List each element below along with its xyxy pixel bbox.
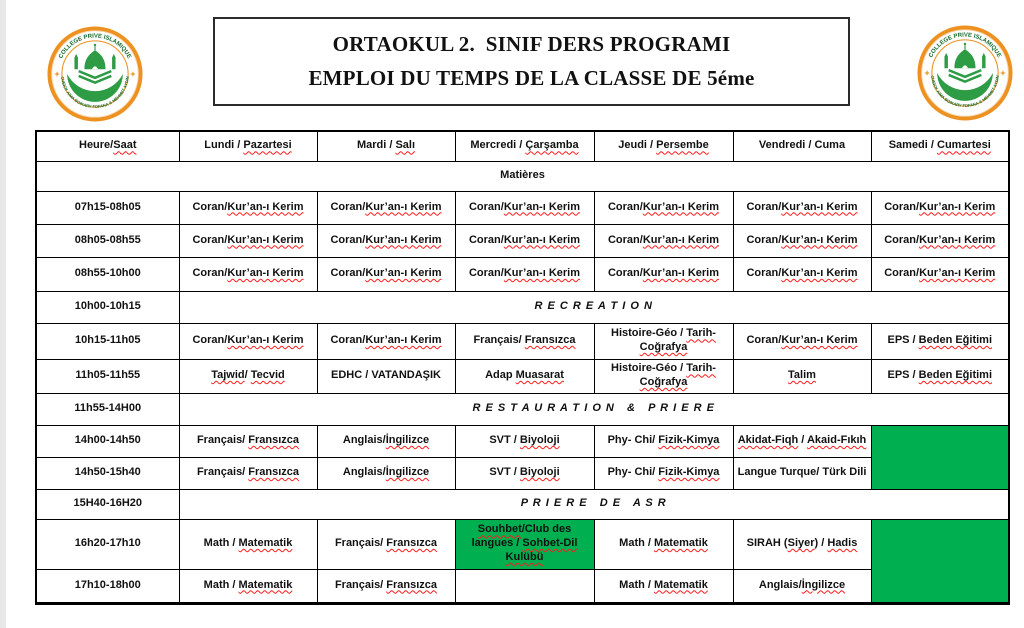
subject-cell: Coran/Kur’an-ı Kerim	[733, 224, 871, 257]
timetable-row	[36, 224, 1009, 257]
subject-cell: Math / Matematik	[594, 519, 733, 569]
misspelled-word: Matematik	[654, 578, 708, 591]
timetable-row	[36, 519, 1009, 569]
misspelled-word: Sohbet-Dil	[522, 537, 578, 550]
misspelled-word: Kur’an-ı Kerim	[503, 233, 581, 246]
subject-cell: Akidat-Fiqh / Akaid-Fıkıh	[733, 425, 871, 457]
misspelled-word: Fransızca	[386, 578, 438, 591]
timetable-row	[36, 489, 1009, 519]
subject-cell: Coran/Kur’an-ı Kerim	[455, 191, 594, 224]
subject-cell: SIRAH (Siyer) / Hadis	[733, 519, 871, 569]
misspelled-word: Kur’an-ı Kerim	[919, 233, 996, 246]
misspelled-word: Muasarat	[515, 369, 564, 382]
misspelled-word: Kur’an-ı Kerim	[919, 200, 996, 213]
misspelled-word: Kulübü	[505, 550, 544, 563]
misspelled-word: Akaid-Fıkıh	[806, 434, 867, 447]
day-header-0: Lundi / Pazartesi	[179, 131, 317, 161]
time-cell: 07h15-08h05	[36, 191, 179, 224]
title-line-turkish: ORTAOKUL 2. SINIF DERS PROGRAMI	[332, 32, 731, 56]
misspelled-word: Kur’an-ı Kerim	[227, 200, 304, 213]
subject-cell: Français/ Fransızca	[179, 457, 317, 489]
subject-cell: Coran/Kur’an-ı Kerim	[594, 191, 733, 224]
time-cell: 10h00-10h15	[36, 291, 179, 323]
school-badge-icon	[917, 25, 1013, 121]
school-logo-right	[917, 25, 1013, 121]
subject-cell: Français/ Fransızca	[179, 425, 317, 457]
misspelled-word: Kur’an-ı Kerim	[642, 267, 720, 280]
subject-cell: Anglais/İngilizce	[317, 457, 455, 489]
heure-column-header: Heure/Saat	[36, 131, 179, 161]
misspelled-word: İngilizce	[801, 578, 846, 591]
misspelled-word: Hadis	[827, 537, 858, 550]
svg-text:COLLEGE PRIVE ISLAMIQUE: COLLEGE PRIVE ISLAMIQUE	[928, 32, 1002, 59]
matieres-label: Matières	[36, 161, 1009, 191]
misspelled-word: Kur’an-ı Kerim	[365, 267, 442, 280]
day-header-2: Mercredi / Çarşamba	[455, 131, 594, 161]
highlight-cell: Souhbet/Club des langues / Sohbet-Dil Kulübü	[455, 519, 594, 569]
misspelled-word: Çarşamba	[525, 139, 579, 152]
misspelled-word: Siyer	[787, 537, 815, 550]
timetable	[35, 130, 1010, 605]
time-cell: 17h10-18h00	[36, 569, 179, 603]
misspelled-word: Akidat-Fiqh	[737, 434, 799, 447]
misspelled-word: Cumartesi	[937, 139, 991, 152]
subject-cell: Tajwid/ Tecvid	[179, 359, 317, 393]
misspelled-word: Kur’an-ı Kerim	[781, 200, 858, 213]
highlight-cell	[871, 519, 1009, 603]
subject-cell: Phy- Chi/ Fizik-Kimya	[594, 425, 733, 457]
day-header-4: Vendredi / Cuma	[733, 131, 871, 161]
misspelled-word: Souhbet	[477, 523, 522, 536]
time-cell: 10h15-11h05	[36, 323, 179, 359]
timetable-row	[36, 425, 1009, 457]
misspelled-word: Kur’an-ı Kerim	[365, 334, 442, 347]
time-cell: 14h50-15h40	[36, 457, 179, 489]
subject-cell: SVT / Biyoloji	[455, 425, 594, 457]
misspelled-word: Salı	[395, 139, 416, 152]
misspelled-word: Kur’an-ı Kerim	[227, 233, 304, 246]
timetable-row	[36, 393, 1009, 425]
misspelled-word: Saat	[113, 139, 137, 152]
time-cell: 16h20-17h10	[36, 519, 179, 569]
subject-cell: Coran/Kur’an-ı Kerim	[317, 191, 455, 224]
title-box	[213, 17, 850, 106]
misspelled-word: Talim	[788, 369, 816, 382]
subject-cell: Coran/Kur’an-ı Kerim	[594, 224, 733, 257]
svg-text:CHEICK AIMA BOIKARY FOFANA & M: CHEICK AIMA BOIKARY FOFANA & MEHMET AYDIN	[929, 75, 1001, 109]
misspelled-word: Fizik-Kimya	[658, 434, 720, 447]
misspelled-word: Kur’an-ı Kerim	[781, 334, 858, 347]
misspelled-word: Biyoloji	[519, 434, 560, 447]
subject-cell: EDHC / VATANDAŞIK	[317, 359, 455, 393]
subject-cell: Coran/Kur’an-ı Kerim	[317, 323, 455, 359]
misspelled-word: Matematik	[238, 537, 293, 550]
misspelled-word: Tecvid	[250, 369, 285, 382]
timetable-row	[36, 291, 1009, 323]
time-cell: 11h55-14H00	[36, 393, 179, 425]
misspelled-word: Kur’an-ı Kerim	[919, 267, 996, 280]
misspelled-word: Kur’an-ı Kerim	[642, 200, 720, 213]
subject-cell: Coran/Kur’an-ı Kerim	[733, 191, 871, 224]
subject-cell: Coran/Kur’an-ı Kerim	[317, 224, 455, 257]
timetable-row	[36, 257, 1009, 291]
misspelled-word: Fizik-Kimya	[658, 466, 720, 479]
misspelled-word: Tajwid	[211, 369, 245, 382]
subject-cell: Langue Turque/ Türk Dili	[733, 457, 871, 489]
page-edge-strip	[0, 0, 6, 628]
misspelled-word: Kur’an-ı Kerim	[503, 200, 581, 213]
misspelled-word: Tarih-Coğrafya	[639, 327, 716, 353]
time-cell: 15H40-16H20	[36, 489, 179, 519]
misspelled-word: Fransızca	[248, 434, 300, 447]
subject-cell: Coran/Kur’an-ı Kerim	[317, 257, 455, 291]
subject-cell: Math / Matematik	[179, 519, 317, 569]
day-header-5: Samedi / Cumartesi	[871, 131, 1009, 161]
misspelled-word: Kur’an-ı Kerim	[365, 233, 442, 246]
break-banner-cell: P R I E R E D E A S R	[179, 489, 1009, 519]
timetable-row	[36, 457, 1009, 489]
misspelled-word: Matematik	[654, 537, 708, 550]
subject-cell: Histoire-Géo / Tarih-Coğrafya	[594, 323, 733, 359]
misspelled-word: Kur’an-ı Kerim	[365, 200, 442, 213]
timetable-row	[36, 359, 1009, 393]
misspelled-word: İngilizce	[385, 434, 430, 447]
svg-text:CHEICK AIMA BOIKARY FOFANA & M: CHEICK AIMA BOIKARY FOFANA & MEHMET AYDIN	[59, 76, 131, 110]
time-cell: 11h05-11h55	[36, 359, 179, 393]
title-line-french: EMPLOI DU TEMPS DE LA CLASSE DE 5éme	[308, 66, 755, 90]
subject-cell: Anglais/İngilizce	[317, 425, 455, 457]
subject-cell: Coran/Kur’an-ı Kerim	[733, 257, 871, 291]
subject-cell: Coran/Kur’an-ı Kerim	[179, 224, 317, 257]
highlight-cell	[871, 425, 1009, 489]
day-header-1: Mardi / Salı	[317, 131, 455, 161]
time-cell: 08h55-10h00	[36, 257, 179, 291]
school-badge-icon	[47, 26, 143, 122]
misspelled-word: Kur’an-ı Kerim	[227, 334, 304, 347]
subject-cell: Coran/Kur’an-ı Kerim	[871, 257, 1009, 291]
subject-cell: Coran/Kur’an-ı Kerim	[733, 323, 871, 359]
subject-cell: Français/ Fransızca	[317, 519, 455, 569]
school-logo-left	[47, 26, 143, 122]
subject-cell: EPS / Beden Eğitimi	[871, 359, 1009, 393]
header-row	[36, 131, 1009, 161]
subject-cell: Math / Matematik	[594, 569, 733, 603]
misspelled-word: Fransızca	[524, 334, 576, 347]
subject-cell: Français/ Fransızca	[317, 569, 455, 603]
subject-cell: Coran/Kur’an-ı Kerim	[455, 257, 594, 291]
section-row	[36, 161, 1009, 191]
misspelled-word: İngilizce	[385, 466, 430, 479]
misspelled-word: Pazartesi	[243, 139, 292, 152]
break-banner-cell: R E C R E A T I O N	[179, 291, 1009, 323]
misspelled-word: Matematik	[238, 578, 293, 591]
day-header-3: Jeudi / Persembe	[594, 131, 733, 161]
subject-cell: Coran/Kur’an-ı Kerim	[179, 257, 317, 291]
subject-cell: Adap Muasarat	[455, 359, 594, 393]
misspelled-word: Kur’an-ı Kerim	[781, 267, 858, 280]
subject-cell: EPS / Beden Eğitimi	[871, 323, 1009, 359]
timetable-row	[36, 569, 1009, 603]
subject-cell: Math / Matematik	[179, 569, 317, 603]
subject-cell	[455, 569, 594, 603]
break-banner-cell: R E S T A U R A T I O N & P R I E R E	[179, 393, 1009, 425]
subject-cell: Coran/Kur’an-ı Kerim	[871, 224, 1009, 257]
subject-cell: Phy- Chi/ Fizik-Kimya	[594, 457, 733, 489]
subject-cell: Français/ Fransızca	[455, 323, 594, 359]
misspelled-word: Biyoloji	[519, 466, 560, 479]
time-cell: 08h05-08h55	[36, 224, 179, 257]
subject-cell: Coran/Kur’an-ı Kerim	[455, 224, 594, 257]
timetable-row	[36, 191, 1009, 224]
subject-cell: SVT / Biyoloji	[455, 457, 594, 489]
subject-cell: Histoire-Géo / Tarih-Coğrafya	[594, 359, 733, 393]
subject-cell: Coran/Kur’an-ı Kerim	[179, 191, 317, 224]
misspelled-word: Kur’an-ı Kerim	[227, 267, 304, 280]
misspelled-word: Fransızca	[386, 537, 438, 550]
misspelled-word: Kur’an-ı Kerim	[781, 233, 858, 246]
time-cell: 14h00-14h50	[36, 425, 179, 457]
subject-cell: Coran/Kur’an-ı Kerim	[179, 323, 317, 359]
misspelled-word: Fransızca	[248, 466, 300, 479]
misspelled-word: Kur’an-ı Kerim	[642, 233, 720, 246]
misspelled-word: Kur’an-ı Kerim	[503, 267, 581, 280]
misspelled-word: Beden Eğitimi	[918, 369, 993, 382]
misspelled-word: Tarih-Coğrafya	[639, 362, 716, 388]
subject-cell	[733, 359, 871, 393]
misspelled-word: Persembe	[656, 139, 709, 152]
misspelled-word: Beden Eğitimi	[918, 334, 993, 347]
timetable-row	[36, 323, 1009, 359]
subject-cell: Coran/Kur’an-ı Kerim	[594, 257, 733, 291]
subject-cell: Coran/Kur’an-ı Kerim	[871, 191, 1009, 224]
svg-text:COLLEGE PRIVE ISLAMIQUE: COLLEGE PRIVE ISLAMIQUE	[58, 33, 132, 60]
subject-cell: Anglais/İngilizce	[733, 569, 871, 603]
